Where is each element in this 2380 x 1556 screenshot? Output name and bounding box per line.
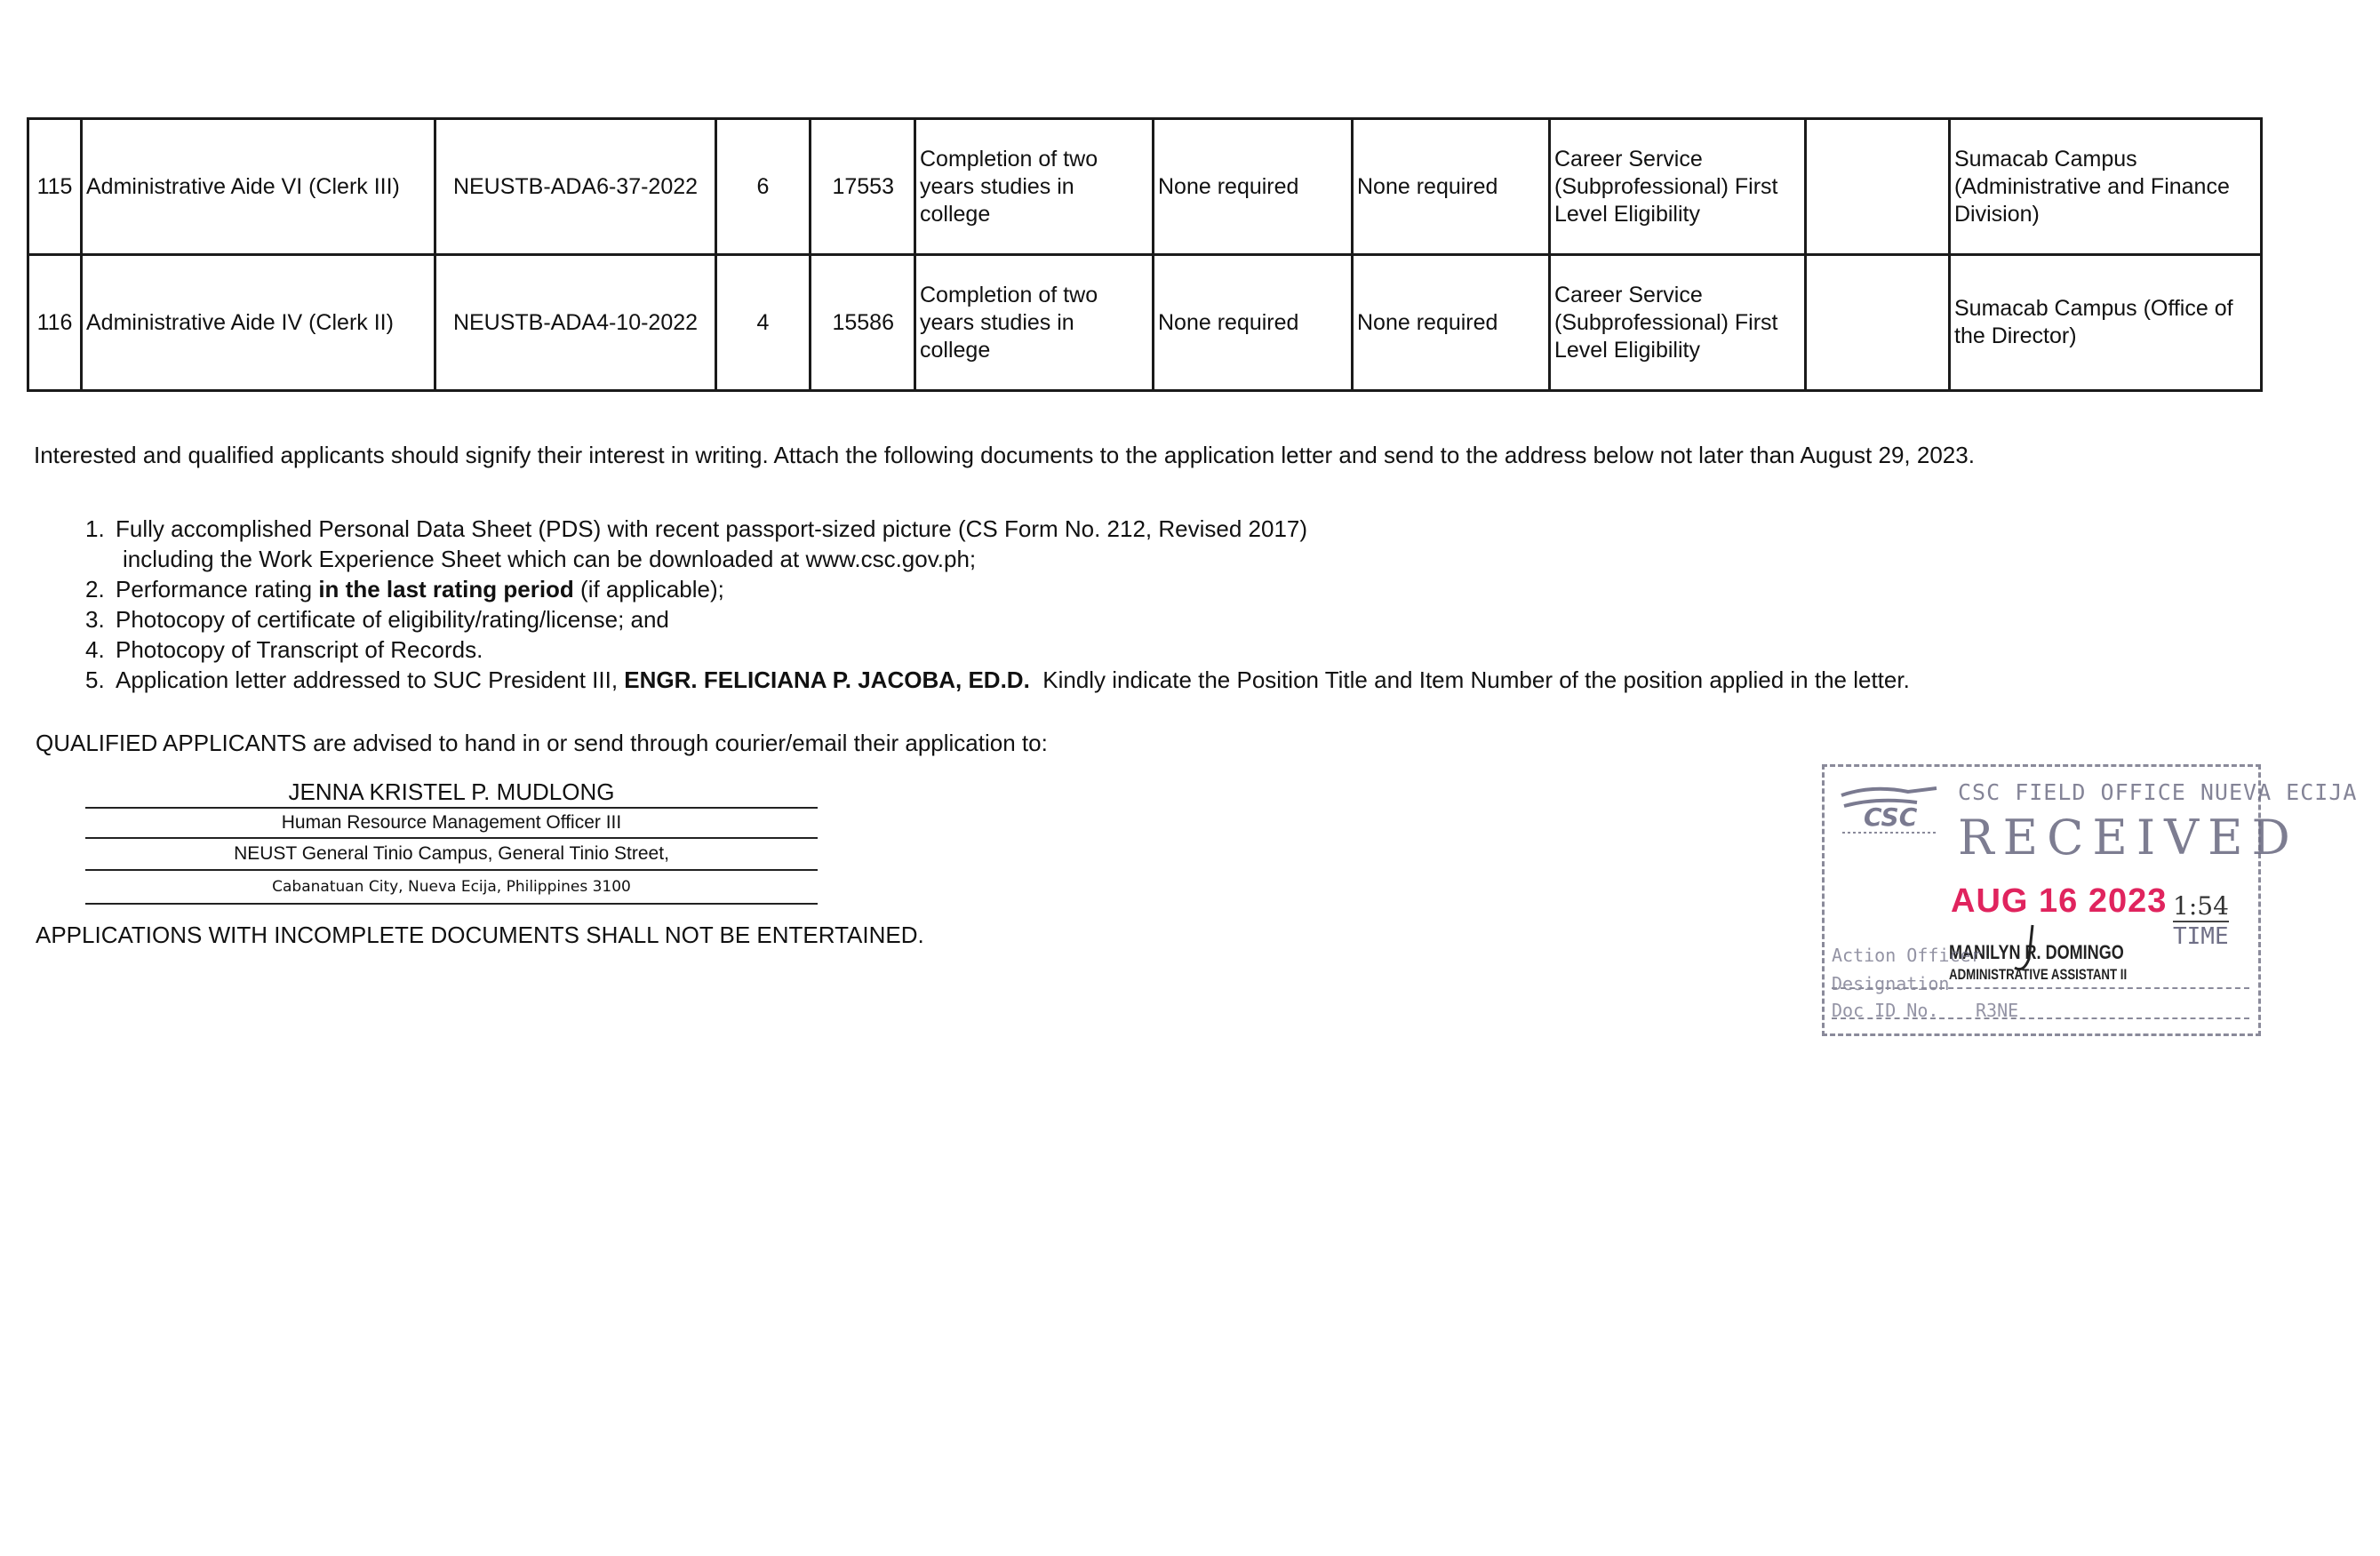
- cell-training: None required: [1154, 255, 1353, 391]
- list-number: 1.: [85, 515, 105, 542]
- stamp-officer-name: MANILYN R. DOMINGO: [1949, 941, 2124, 963]
- list-item: [85, 574, 1910, 604]
- stamp-label-id: Doc ID No.: [1832, 1000, 1939, 1021]
- svg-text:CSC: CSC: [1864, 802, 1918, 832]
- cell-no: 115: [28, 119, 82, 255]
- received-stamp: [1822, 764, 2358, 1036]
- cell-assignment: Sumacab Campus (Office of the Director): [1950, 255, 2262, 391]
- cell-salary-grade: 6: [716, 119, 811, 255]
- stamp-time-label: TIME: [2173, 923, 2229, 950]
- cell-competency: [1806, 255, 1950, 391]
- stamp-label-action: Action Officer: [1832, 945, 1982, 966]
- cell-item-number: NEUSTB-ADA6-37-2022: [435, 119, 716, 255]
- cell-eligibility: Career Service (Subprofessional) First Level Eligibility: [1550, 119, 1806, 255]
- address-position: Human Resource Management Officer III: [85, 809, 818, 839]
- incomplete-note: APPLICATIONS WITH INCOMPLETE DOCUMENTS SHALL NOT BE ENTERTAINED.: [36, 922, 924, 948]
- cell-title: Administrative Aide VI (Clerk III): [82, 119, 435, 255]
- cell-education: Completion of two years studies in college: [915, 119, 1154, 255]
- list-item: [85, 665, 1910, 695]
- address-city: Cabanatuan City, Nueva Ecija, Philippines 3100: [85, 871, 818, 905]
- table-row: [28, 119, 2262, 255]
- list-number: 2.: [85, 576, 105, 602]
- requirement-pds-continued: including the Work Experience Sheet which can be downloaded at www.csc.gov.ph;: [123, 546, 977, 572]
- stamp-date: AUG 16 2023: [1951, 882, 2168, 920]
- list-item: [85, 544, 1910, 574]
- requirement-rating-bold: in the last rating period: [318, 576, 574, 602]
- cell-experience: None required: [1353, 119, 1550, 255]
- stamp-rule: [1832, 1017, 2249, 1019]
- qualified-note: QUALIFIED APPLICANTS are advised to hand in or send through courier/email their application to:: [36, 730, 1048, 756]
- stamp-time-value: 1:54: [2173, 891, 2229, 921]
- requirement-letter-bold: ENGR. FELICIANA P. JACOBA, ED.D.: [624, 666, 1030, 693]
- requirement-eligibility: Photocopy of certificate of eligibility/rating/license; and: [116, 606, 669, 633]
- requirement-transcript: Photocopy of Transcript of Records.: [116, 636, 483, 663]
- cell-item-number: NEUSTB-ADA4-10-2022: [435, 255, 716, 391]
- cell-experience: None required: [1353, 255, 1550, 391]
- requirement-rating-pre: Performance rating: [116, 576, 319, 602]
- list-item: [85, 514, 1910, 544]
- list-item: [85, 634, 1910, 665]
- cell-assignment: Sumacab Campus (Administrative and Finance Division): [1950, 119, 2262, 255]
- address-campus: NEUST General Tinio Campus, General Tinio Street,: [85, 839, 818, 871]
- stamp-id-value: R3NE: [1976, 1000, 2019, 1021]
- requirement-letter-post: Kindly indicate the Position Title and Item Number of the position applied in the letter.: [1029, 666, 1910, 693]
- requirement-pds: Fully accomplished Personal Data Sheet (PDS) with recent passport-sized picture (CS Form No. 212, Revised 2017): [116, 515, 1308, 542]
- address-name: JENNA KRISTEL P. MUDLONG: [85, 777, 818, 809]
- intro-paragraph: Interested and qualified applicants should signify their interest in writing. Attach the following documents to the application letter and send to the address below not later than August 29, 2023.: [34, 442, 1975, 468]
- cell-monthly-salary: 17553: [811, 119, 915, 255]
- list-number: 5.: [85, 666, 105, 693]
- list-number: 4.: [85, 636, 105, 663]
- stamp-officer-title: ADMINISTRATIVE ASSISTANT II: [1949, 966, 2128, 983]
- stamp-office: CSC FIELD OFFICE NUEVA ECIJA: [1958, 779, 2358, 805]
- stamp-rule: [1832, 987, 2249, 989]
- table-row: [28, 255, 2262, 391]
- requirements-list: [85, 514, 1910, 695]
- cell-monthly-salary: 15586: [811, 255, 915, 391]
- cell-eligibility: Career Service (Subprofessional) First Level Eligibility: [1550, 255, 1806, 391]
- stamp-status: RECEIVED: [1958, 810, 2299, 866]
- stamp-label-designation: Designation: [1832, 973, 1950, 994]
- cell-salary-grade: 4: [716, 255, 811, 391]
- cell-training: None required: [1154, 119, 1353, 255]
- address-block: [85, 777, 818, 905]
- cell-education: Completion of two years studies in college: [915, 255, 1154, 391]
- cell-competency: [1806, 119, 1950, 255]
- list-number: 3.: [85, 606, 105, 633]
- csc-logo-icon: [1837, 785, 1944, 838]
- list-item: [85, 604, 1910, 634]
- cell-no: 116: [28, 255, 82, 391]
- positions-table: [27, 117, 2263, 392]
- requirement-rating-post: (if applicable);: [573, 576, 724, 602]
- cell-title: Administrative Aide IV (Clerk II): [82, 255, 435, 391]
- requirement-letter-pre: Application letter addressed to SUC President III,: [116, 666, 625, 693]
